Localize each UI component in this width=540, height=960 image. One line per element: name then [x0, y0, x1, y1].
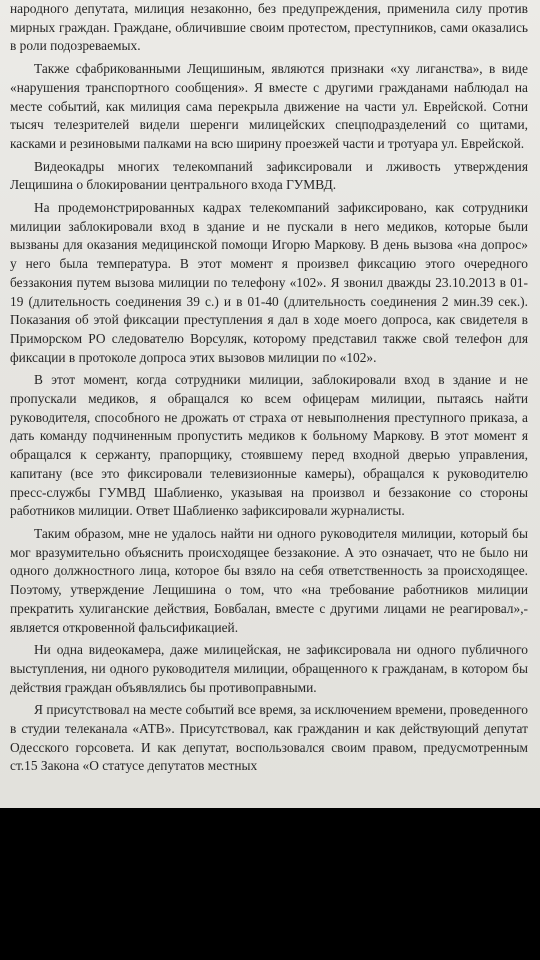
paragraph-1: народного депутата, милиция незаконно, без предупреждения, применила силу против мирных граждан. Граждане, обличившие своим протестом, преступников, сами оказались в роли подозреваемых.: [10, 1, 528, 54]
black-background: [0, 808, 540, 960]
document-page: [10, 0, 528, 776]
paragraph-7: Ни одна видеокамера, даже милицейская, не зафиксировала ни одного публичного выступления, ни одного руководителя милиции, обращенного к гражданам, в котором бы действия граждан объявлялись бы противоправными.: [10, 642, 528, 695]
paragraph-8: Я присутствовал на месте событий все время, за исключением времени, проведенного в студии телеканала «АТВ». Присутствовал, как гражданин и как действующий депутат Одесского горсовета. И как депутат, воспользовался своим правом, предусмотренным ст.15 Закона «О статусе депутатов местных: [10, 702, 528, 774]
paragraph-3: Видеокадры многих телекомпаний зафиксировали и лживость утверждения Лещишина о блокировании центрального входа ГУМВД.: [10, 158, 528, 193]
paragraph-4: На продемонстрированных кадрах телекомпаний зафиксировано, как сотрудники милиции заблокировали вход в здание и не пускали в него медиков, которые были вызваны для оказания медицинской помощи Игорю Маркову. В день вызова «на допрос» у него была температура. В этот момент я произвел фиксацию этого очередного беззакония путем вызова милиции по телефону «102». Я звонил дважды 23.10.2013 в 01-19 (длительность соединения 39 с.) и в 01-40 (длительность соединения 2 мин.39 сек.). Показания об этой фиксации преступления я дал в ходе моего допроса, как свидетеля в Приморском РО следователю Ворсуляк, которому представил также свой телефон для фиксации в протоколе допроса этих вызовов милиции по «102».: [10, 200, 528, 365]
paragraph-6: Таким образом, мне не удалось найти ни одного руководителя милиции, который бы мог вразумительно объяснить происходящее беззаконие. А это означает, что не было ни одного должностного лица, которое бы взяло на себя ответственность за происходящее. Поэтому, утверждение Лещишина о том, что «на требование работников милиции прекратить хулиганские действия, Бовбалан, вместе с другими лицами не реагировал»,-является откровенной фальсификацией.: [10, 525, 528, 635]
paragraph-5: В этот момент, когда сотрудники милиции, заблокировали вход в здание и не пропускали медиков, я обращался ко всем офицерам милиции, пытаясь найти руководителя, способного не дрожать от страха от невыполнения преступного приказа, а дать команду подчиненным пропустить медиков к больному Маркову. В этот момент я обращался к сержанту, прапорщику, стоявшему перед входной дверью управления, капитану (все это фиксировали телевизионные камеры), обращался к руководителю пресс-службы ГУМВД Шаблиенко, указывая на произвол и беззаконие со стороны работников милиции. Ответ Шаблиенко зафиксировали журналисты.: [10, 372, 528, 519]
paragraph-2: Также сфабрикованными Лещишиным, являются признаки «ху лиганства», в виде «нарушения транспортного сообщения». Я вместе с другими гражданами наблюдал на месте событий, как милиция сама перекрыла движение на части ул. Еврейской. Сотни тысяч телезрителей видели шеренги милицейских спецподразделений со щитами, касками и резиновыми палками на всю ширину проезжей части и тротуара ул. Еврейской.: [10, 61, 528, 151]
